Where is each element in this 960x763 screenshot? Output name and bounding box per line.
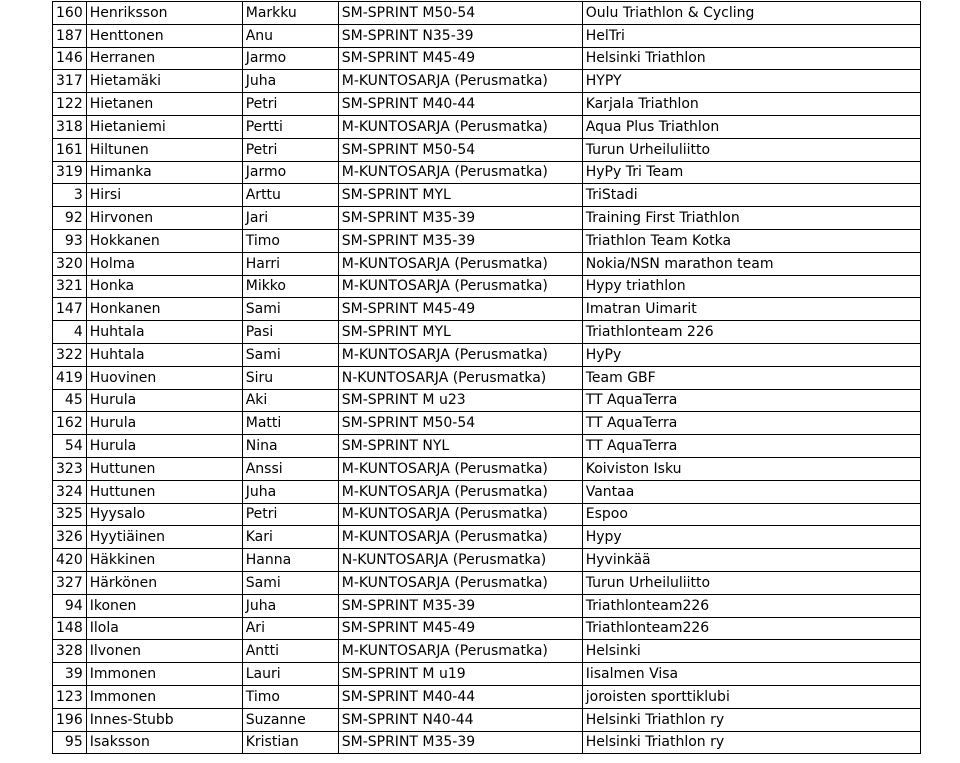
club-cell: Hypy triathlon — [582, 275, 920, 298]
first-name-cell: Ari — [242, 617, 338, 640]
last-name-cell: Hokkanen — [86, 229, 242, 252]
table-row — [53, 298, 921, 321]
bib-number-cell: 319 — [53, 161, 87, 184]
table-row — [53, 594, 921, 617]
series-cell: M-KUNTOSARJA (Perusmatka) — [338, 70, 582, 93]
last-name-cell: Hurula — [86, 412, 242, 435]
table-body — [53, 2, 921, 754]
last-name-cell: Ilvonen — [86, 640, 242, 663]
first-name-cell: Mikko — [242, 275, 338, 298]
table-row — [53, 24, 921, 47]
club-cell: Iisalmen Visa — [582, 663, 920, 686]
table-row — [53, 161, 921, 184]
bib-number-cell: 328 — [53, 640, 87, 663]
club-cell: Triathlon Team Kotka — [582, 229, 920, 252]
table-row — [53, 2, 921, 25]
first-name-cell: Juha — [242, 70, 338, 93]
table-row — [53, 435, 921, 458]
series-cell: SM-SPRINT M40-44 — [338, 93, 582, 116]
bib-number-cell: 160 — [53, 2, 87, 25]
last-name-cell: Hyysalo — [86, 503, 242, 526]
club-cell: Helsinki Triathlon ry — [582, 708, 920, 731]
first-name-cell: Petri — [242, 93, 338, 116]
table-row — [53, 571, 921, 594]
last-name-cell: Hyytiäinen — [86, 526, 242, 549]
last-name-cell: Huhtala — [86, 321, 242, 344]
first-name-cell: Nina — [242, 435, 338, 458]
bib-number-cell: 326 — [53, 526, 87, 549]
table-row — [53, 526, 921, 549]
club-cell: TT AquaTerra — [582, 412, 920, 435]
table-row — [53, 47, 921, 70]
bib-number-cell: 3 — [53, 184, 87, 207]
last-name-cell: Hirsi — [86, 184, 242, 207]
bib-number-cell: 122 — [53, 93, 87, 116]
first-name-cell: Sami — [242, 571, 338, 594]
bib-number-cell: 93 — [53, 229, 87, 252]
last-name-cell: Huovinen — [86, 366, 242, 389]
first-name-cell: Petri — [242, 138, 338, 161]
bib-number-cell: 320 — [53, 252, 87, 275]
series-cell: SM-SPRINT M50-54 — [338, 412, 582, 435]
first-name-cell: Aki — [242, 389, 338, 412]
first-name-cell: Juha — [242, 594, 338, 617]
bib-number-cell: 146 — [53, 47, 87, 70]
first-name-cell: Jari — [242, 207, 338, 230]
first-name-cell: Petri — [242, 503, 338, 526]
club-cell: HYPY — [582, 70, 920, 93]
table-row — [53, 685, 921, 708]
table-row — [53, 115, 921, 138]
table-row — [53, 70, 921, 93]
bib-number-cell: 54 — [53, 435, 87, 458]
bib-number-cell: 321 — [53, 275, 87, 298]
first-name-cell: Kari — [242, 526, 338, 549]
bib-number-cell: 187 — [53, 24, 87, 47]
table-row — [53, 503, 921, 526]
table-row — [53, 138, 921, 161]
club-cell: HyPy Tri Team — [582, 161, 920, 184]
last-name-cell: Immonen — [86, 663, 242, 686]
last-name-cell: Häkkinen — [86, 549, 242, 572]
first-name-cell: Sami — [242, 298, 338, 321]
table-row — [53, 184, 921, 207]
bib-number-cell: 324 — [53, 480, 87, 503]
last-name-cell: Huttunen — [86, 457, 242, 480]
first-name-cell: Timo — [242, 685, 338, 708]
club-cell: Koiviston Isku — [582, 457, 920, 480]
series-cell: SM-SPRINT M u23 — [338, 389, 582, 412]
last-name-cell: Honka — [86, 275, 242, 298]
last-name-cell: Hietaniemi — [86, 115, 242, 138]
first-name-cell: Lauri — [242, 663, 338, 686]
club-cell: Helsinki Triathlon — [582, 47, 920, 70]
first-name-cell: Harri — [242, 252, 338, 275]
series-cell: SM-SPRINT M50-54 — [338, 2, 582, 25]
last-name-cell: Honkanen — [86, 298, 242, 321]
series-cell: M-KUNTOSARJA (Perusmatka) — [338, 343, 582, 366]
last-name-cell: Huhtala — [86, 343, 242, 366]
table-row — [53, 321, 921, 344]
last-name-cell: Hietamäki — [86, 70, 242, 93]
table-row — [53, 252, 921, 275]
last-name-cell: Hiltunen — [86, 138, 242, 161]
first-name-cell: Jarmo — [242, 161, 338, 184]
club-cell: Training First Triathlon — [582, 207, 920, 230]
series-cell: SM-SPRINT M40-44 — [338, 685, 582, 708]
first-name-cell: Pertti — [242, 115, 338, 138]
club-cell: Imatran Uimarit — [582, 298, 920, 321]
bib-number-cell: 420 — [53, 549, 87, 572]
bib-number-cell: 325 — [53, 503, 87, 526]
series-cell: SM-SPRINT MYL — [338, 321, 582, 344]
last-name-cell: Härkönen — [86, 571, 242, 594]
bib-number-cell: 95 — [53, 731, 87, 754]
first-name-cell: Hanna — [242, 549, 338, 572]
series-cell: SM-SPRINT M50-54 — [338, 138, 582, 161]
club-cell: HelTri — [582, 24, 920, 47]
club-cell: TriStadi — [582, 184, 920, 207]
series-cell: M-KUNTOSARJA (Perusmatka) — [338, 457, 582, 480]
club-cell: Vantaa — [582, 480, 920, 503]
club-cell: Nokia/NSN marathon team — [582, 252, 920, 275]
series-cell: M-KUNTOSARJA (Perusmatka) — [338, 161, 582, 184]
last-name-cell: Isaksson — [86, 731, 242, 754]
club-cell: Aqua Plus Triathlon — [582, 115, 920, 138]
club-cell: Team GBF — [582, 366, 920, 389]
participant-table — [52, 1, 921, 754]
bib-number-cell: 161 — [53, 138, 87, 161]
bib-number-cell: 317 — [53, 70, 87, 93]
first-name-cell: Antti — [242, 640, 338, 663]
last-name-cell: Herranen — [86, 47, 242, 70]
first-name-cell: Matti — [242, 412, 338, 435]
first-name-cell: Arttu — [242, 184, 338, 207]
series-cell: SM-SPRINT M u19 — [338, 663, 582, 686]
last-name-cell: Innes-Stubb — [86, 708, 242, 731]
series-cell: SM-SPRINT M35-39 — [338, 594, 582, 617]
series-cell: SM-SPRINT M45-49 — [338, 47, 582, 70]
table-row — [53, 275, 921, 298]
club-cell: Espoo — [582, 503, 920, 526]
bib-number-cell: 318 — [53, 115, 87, 138]
table-row — [53, 663, 921, 686]
first-name-cell: Markku — [242, 2, 338, 25]
club-cell: Triathlonteam 226 — [582, 321, 920, 344]
series-cell: SM-SPRINT N40-44 — [338, 708, 582, 731]
bib-number-cell: 94 — [53, 594, 87, 617]
last-name-cell: Himanka — [86, 161, 242, 184]
series-cell: SM-SPRINT N35-39 — [338, 24, 582, 47]
bib-number-cell: 419 — [53, 366, 87, 389]
club-cell: TT AquaTerra — [582, 389, 920, 412]
bib-number-cell: 162 — [53, 412, 87, 435]
table-row — [53, 389, 921, 412]
series-cell: M-KUNTOSARJA (Perusmatka) — [338, 503, 582, 526]
bib-number-cell: 92 — [53, 207, 87, 230]
series-cell: M-KUNTOSARJA (Perusmatka) — [338, 640, 582, 663]
last-name-cell: Hurula — [86, 389, 242, 412]
series-cell: M-KUNTOSARJA (Perusmatka) — [338, 480, 582, 503]
last-name-cell: Ilola — [86, 617, 242, 640]
series-cell: SM-SPRINT M45-49 — [338, 617, 582, 640]
club-cell: Oulu Triathlon & Cycling — [582, 2, 920, 25]
first-name-cell: Jarmo — [242, 47, 338, 70]
table-row — [53, 207, 921, 230]
table-row — [53, 229, 921, 252]
first-name-cell: Pasi — [242, 321, 338, 344]
table-row — [53, 457, 921, 480]
table-row — [53, 731, 921, 754]
first-name-cell: Timo — [242, 229, 338, 252]
bib-number-cell: 148 — [53, 617, 87, 640]
series-cell: M-KUNTOSARJA (Perusmatka) — [338, 252, 582, 275]
bib-number-cell: 147 — [53, 298, 87, 321]
series-cell: SM-SPRINT M45-49 — [338, 298, 582, 321]
first-name-cell: Siru — [242, 366, 338, 389]
first-name-cell: Sami — [242, 343, 338, 366]
first-name-cell: Anssi — [242, 457, 338, 480]
series-cell: M-KUNTOSARJA (Perusmatka) — [338, 571, 582, 594]
series-cell: SM-SPRINT M35-39 — [338, 731, 582, 754]
bib-number-cell: 45 — [53, 389, 87, 412]
series-cell: SM-SPRINT M35-39 — [338, 229, 582, 252]
last-name-cell: Hietanen — [86, 93, 242, 116]
last-name-cell: Ikonen — [86, 594, 242, 617]
first-name-cell: Kristian — [242, 731, 338, 754]
club-cell: Triathlonteam226 — [582, 617, 920, 640]
bib-number-cell: 4 — [53, 321, 87, 344]
table-row — [53, 366, 921, 389]
table-row — [53, 93, 921, 116]
bib-number-cell: 327 — [53, 571, 87, 594]
last-name-cell: Huttunen — [86, 480, 242, 503]
series-cell: N-KUNTOSARJA (Perusmatka) — [338, 366, 582, 389]
series-cell: SM-SPRINT MYL — [338, 184, 582, 207]
bib-number-cell: 123 — [53, 685, 87, 708]
table-row — [53, 549, 921, 572]
last-name-cell: Henttonen — [86, 24, 242, 47]
last-name-cell: Henriksson — [86, 2, 242, 25]
table-row — [53, 640, 921, 663]
first-name-cell: Juha — [242, 480, 338, 503]
last-name-cell: Hirvonen — [86, 207, 242, 230]
club-cell: HyPy — [582, 343, 920, 366]
bib-number-cell: 39 — [53, 663, 87, 686]
club-cell: TT AquaTerra — [582, 435, 920, 458]
series-cell: M-KUNTOSARJA (Perusmatka) — [338, 275, 582, 298]
club-cell: Helsinki — [582, 640, 920, 663]
club-cell: Helsinki Triathlon ry — [582, 731, 920, 754]
last-name-cell: Immonen — [86, 685, 242, 708]
table-row — [53, 480, 921, 503]
series-cell: SM-SPRINT NYL — [338, 435, 582, 458]
table-row — [53, 343, 921, 366]
bib-number-cell: 322 — [53, 343, 87, 366]
club-cell: Turun Urheiluliitto — [582, 571, 920, 594]
club-cell: joroisten sporttiklubi — [582, 685, 920, 708]
series-cell: N-KUNTOSARJA (Perusmatka) — [338, 549, 582, 572]
first-name-cell: Anu — [242, 24, 338, 47]
last-name-cell: Hurula — [86, 435, 242, 458]
table-row — [53, 617, 921, 640]
series-cell: M-KUNTOSARJA (Perusmatka) — [338, 115, 582, 138]
bib-number-cell: 323 — [53, 457, 87, 480]
last-name-cell: Holma — [86, 252, 242, 275]
club-cell: Triathlonteam226 — [582, 594, 920, 617]
club-cell: Turun Urheiluliitto — [582, 138, 920, 161]
club-cell: Hypy — [582, 526, 920, 549]
first-name-cell: Suzanne — [242, 708, 338, 731]
series-cell: M-KUNTOSARJA (Perusmatka) — [338, 526, 582, 549]
club-cell: Karjala Triathlon — [582, 93, 920, 116]
series-cell: SM-SPRINT M35-39 — [338, 207, 582, 230]
bib-number-cell: 196 — [53, 708, 87, 731]
table-row — [53, 412, 921, 435]
table-row — [53, 708, 921, 731]
club-cell: Hyvinkää — [582, 549, 920, 572]
